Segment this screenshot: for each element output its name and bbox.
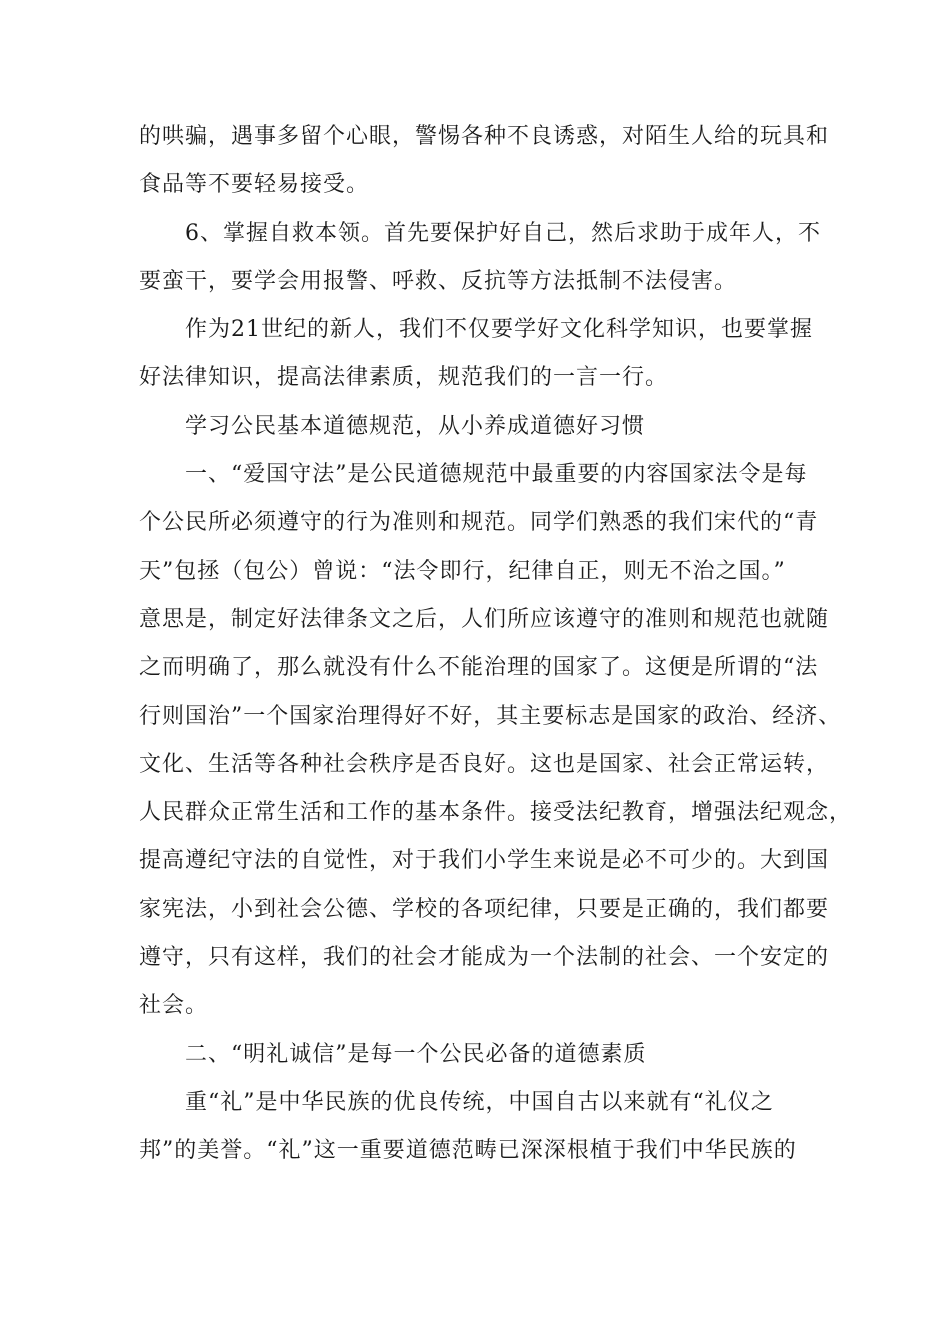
text-line: 意思是，制定好法律条文之后，人们所应该遵守的准则和规范也就随 (139, 606, 830, 632)
text-line: 6、掌握自救本领。首先要保护好自己，然后求助于成年人，不 (185, 220, 821, 246)
text-line: 个公民所必须遵守的行为准则和规范。同学们熟悉的我们宋代的“青 (139, 510, 819, 536)
text-line: 食品等不要轻易接受。 (139, 172, 370, 198)
text-line: 天”包拯（包公）曾说：“法令即行，纪律自正，则无不治之国。” (139, 558, 786, 584)
text-line: 邦”的美誉。“礼”这一重要道德范畴已深深根植于我们中华民族的 (139, 1138, 797, 1164)
text-line: 学习公民基本道德规范，从小养成道德好习惯 (185, 413, 646, 439)
text-line: 文化、生活等各种社会秩序是否良好。这也是国家、社会正常运转， (139, 751, 830, 777)
text-line: 好法律知识，提高法律素质，规范我们的一言一行。 (139, 365, 669, 391)
text-line: 作为21世纪的新人，我们不仅要学好文化科学知识，也要掌握 (185, 317, 813, 343)
text-line: 一、“爱国守法”是公民道德规范中最重要的内容国家法令是每 (185, 462, 808, 488)
text-line: 的哄骗，遇事多留个心眼，警惕各种不良诱惑，对陌生人给的玩具和 (139, 124, 830, 149)
text-line: 重“礼”是中华民族的优良传统，中国自古以来就有“礼仪之 (185, 1089, 774, 1115)
text-line: 提高遵纪守法的自觉性，对于我们小学生来说是必不可少的。大到国 (139, 848, 830, 874)
text-line: 之而明确了，那么就没有什么不能治理的国家了。这便是所谓的“法 (139, 655, 819, 681)
text-line: 二、“明礼诚信”是每一个公民必备的道德素质 (185, 1041, 647, 1067)
document-body (139, 113, 853, 1176)
text-line: 人民群众正常生活和工作的基本条件。接受法纪教育，增强法纪观念， (139, 800, 853, 826)
text-line: 遵守，只有这样，我们的社会才能成为一个法制的社会、一个安定的 (139, 945, 830, 971)
text-line: 家宪法，小到社会公德、学校的各项纪律，只要是正确的，我们都要 (139, 896, 830, 922)
text-line: 要蛮干，要学会用报警、呼救、反抗等方法抵制不法侵害。 (139, 268, 738, 294)
text-line: 行则国治”一个国家治理得好不好，其主要标志是国家的政治、经济、 (139, 703, 842, 729)
text-line: 社会。 (139, 993, 209, 1019)
